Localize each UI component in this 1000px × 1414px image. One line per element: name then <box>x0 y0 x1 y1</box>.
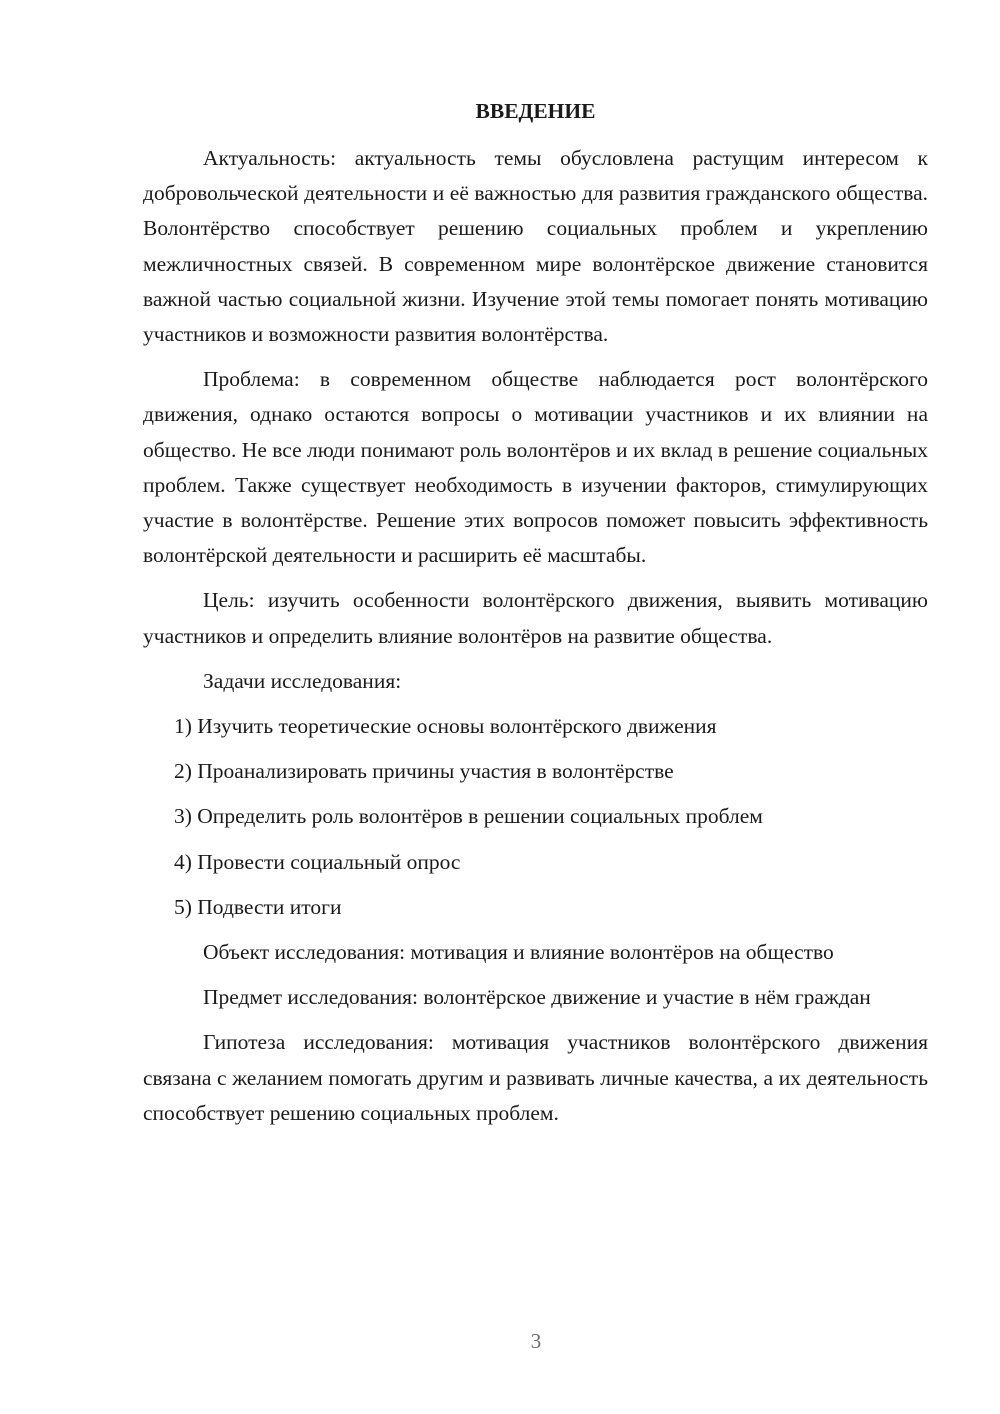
task-item: 5) Подвести итоги <box>174 894 342 919</box>
object-paragraph: Объект исследования: мотивация и влияние волонтёров на общество <box>203 940 834 965</box>
task-item: 3) Определить роль волонтёров в решении социальных проблем <box>174 804 763 829</box>
goal-paragraph: Цель: изучить особенности волонтёрского движения, выявить мотивацию участников и определить влияние волонтёров на развитие общества. <box>143 588 928 648</box>
page-number: 3 <box>530 1329 542 1353</box>
section-heading: ВВЕДЕНИЕ <box>475 99 596 123</box>
document-page <box>143 95 928 1141</box>
problem-paragraph: Проблема: в современном обществе наблюдается рост волонтёрского движения, однако остаются вопросы о мотивации участников и их влиянии на общество. Не все люди понимают роль волонтёров и их вклад в решение социальных проблем. Также существует необходимость в изучении факторов, стимулирующих участие в волонтёрстве. Решение этих вопросов поможет повысить эффективность волонтёрской деятельности и расширить её масштабы. <box>143 367 928 568</box>
hypothesis-paragraph: Гипотеза исследования: мотивация участников волонтёрского движения связана с желанием помогать другим и развивать личные качества, а их деятельность способствует решению социальных проблем. <box>143 1030 928 1125</box>
subject-paragraph: Предмет исследования: волонтёрское движение и участие в нём граждан <box>203 985 871 1010</box>
tasks-intro: Задачи исследования: <box>203 668 402 693</box>
task-item: 4) Провести социальный опрос <box>174 849 461 874</box>
tasks-list <box>143 709 928 925</box>
task-item: 1) Изучить теоретические основы волонтёрского движения <box>174 714 717 739</box>
task-item: 2) Проанализировать причины участия в волонтёрстве <box>174 759 674 784</box>
relevance-paragraph: Актуальность: актуальность темы обусловлена растущим интересом к добровольческой деятельности и её важностью для развития гражданского общества. Волонтёрство способствует решению социальных проблем и укреплению межличностных связей. В современном мире волонтёрское движение становится важной частью социальной жизни. Изучение этой темы помогает понять мотивацию участников и возможности развития волонтёрства. <box>143 146 928 347</box>
